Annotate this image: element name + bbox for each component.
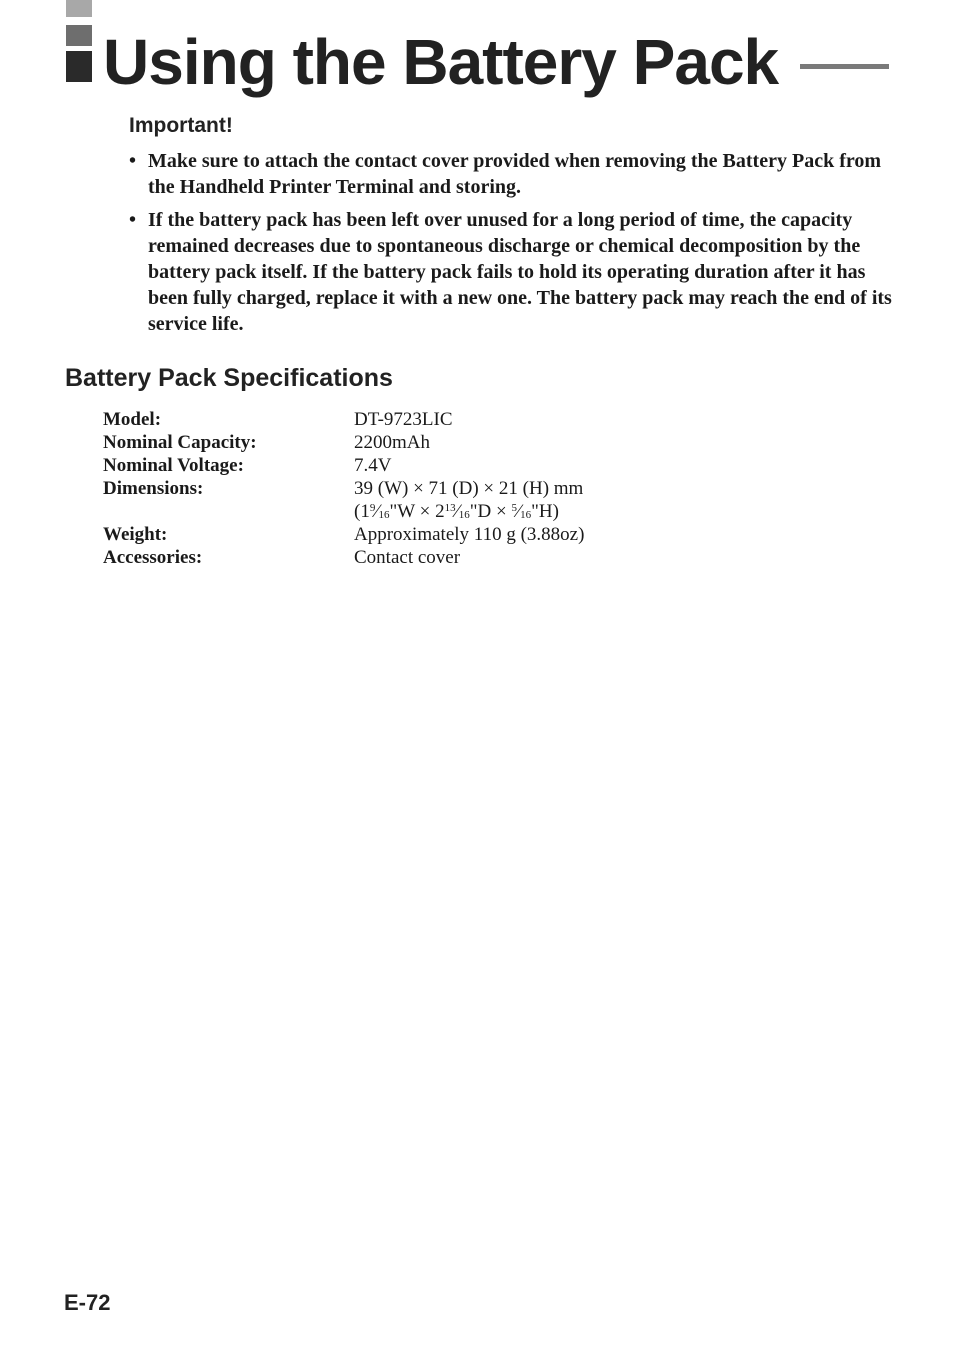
spec-row-weight (103, 523, 663, 546)
spec-value: Contact cover (354, 547, 461, 568)
page-number: E-72 (64, 1290, 111, 1315)
important-item-unused-battery (129, 207, 894, 337)
spec-value: DT-9723LIC (354, 409, 453, 430)
bullet-icon: • (129, 209, 137, 231)
spec-value: 39 (W) × 71 (D) × 21 (H) mm (354, 478, 584, 499)
title-block-light (66, 0, 92, 17)
spec-row-voltage (103, 454, 663, 477)
spec-value: Approximately 110 g (3.88oz) (354, 524, 585, 545)
title-rule (800, 64, 889, 69)
spec-row-accessories (103, 546, 663, 569)
bullet-icon: • (129, 150, 137, 172)
important-list (129, 148, 894, 344)
important-item-contact-cover (129, 148, 894, 200)
spec-label: Dimensions: (103, 478, 204, 499)
important-label: Important! (129, 114, 233, 137)
spec-label: Model: (103, 409, 162, 430)
spec-row-dimensions (103, 477, 663, 523)
spec-row-capacity (103, 431, 663, 454)
specifications-heading: Battery Pack Specifications (65, 364, 393, 392)
important-item-text: If the battery pack has been left over unused for a long period of time, the capacity remained decreases due to spontaneous discharge or chemical decomposition by the battery pack itself. If the battery pack fails to hold its operating duration after it has been fully charged, replace it with a new one. The battery pack may reach the end of its service life. (148, 209, 892, 335)
title-block-medium (66, 25, 92, 46)
spec-label: Accessories: (103, 547, 203, 568)
spec-value: 7.4V (354, 455, 392, 476)
spec-label: Nominal Capacity: (103, 432, 257, 453)
title-block-dark (66, 51, 92, 82)
spec-value: 2200mAh (354, 432, 430, 453)
important-item-text: Make sure to attach the contact cover provided when removing the Battery Pack from the Handheld Printer Terminal and storing. (148, 150, 882, 198)
spec-value-imperial: ($1^9⁄_{16}"W$ × $2^{13}⁄_{16}"D$ × $^5⁄_{16}"H$) (354, 501, 559, 522)
spec-label: Nominal Voltage: (103, 455, 244, 476)
spec-label: Weight: (103, 524, 168, 545)
specifications-table (103, 408, 663, 569)
spec-row-model (103, 408, 663, 431)
page-title: Using the Battery Pack (103, 26, 779, 98)
